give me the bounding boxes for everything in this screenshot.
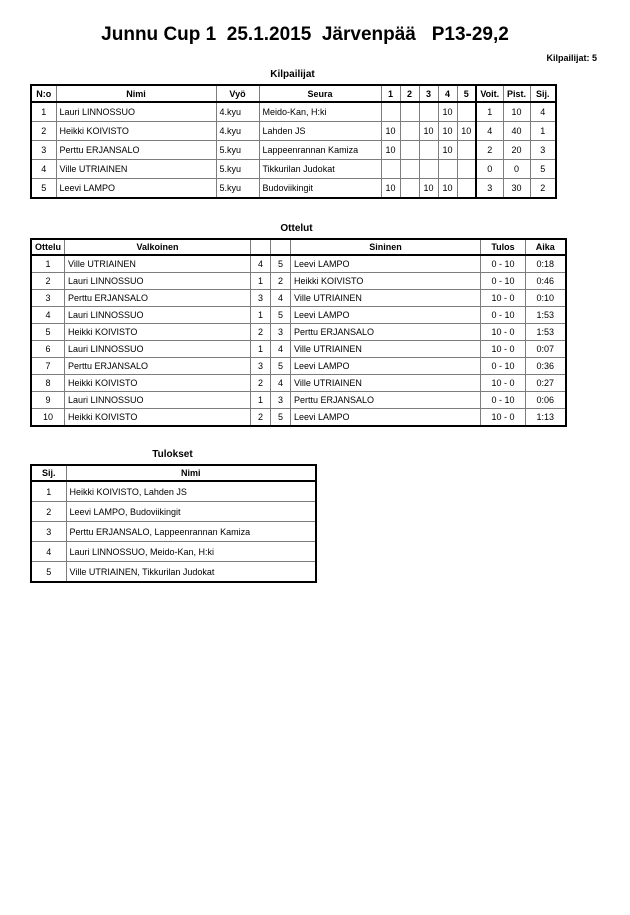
cell-valkoinen: Heikki KOIVISTO (65, 409, 251, 427)
table-row (31, 160, 556, 179)
cell-vyo: 4.kyu (216, 122, 259, 141)
competitors-count: Kilpailijat: 5 (546, 53, 597, 63)
cell-aika: 0:10 (526, 290, 566, 307)
cell-sininen: Ville UTRIAINEN (291, 341, 481, 358)
cell-aika: 0:27 (526, 375, 566, 392)
table-row (31, 375, 566, 392)
table-row (31, 122, 556, 141)
col-header-no: N:o (31, 85, 56, 102)
cell-nimi: Leevi LAMPO (56, 179, 216, 199)
cell-nimi: Ville UTRIAINEN, Tikkurilan Judokat (66, 562, 316, 583)
cell-sininen: Leevi LAMPO (291, 255, 481, 273)
col-header-vyo: Vyö (216, 85, 259, 102)
cell-vnum: 2 (251, 375, 271, 392)
col-header-valkoinen: Valkoinen (65, 239, 251, 255)
cell-sij: 1 (31, 481, 66, 502)
cell-pist: 30 (503, 179, 530, 199)
cell-results-3: 10 (438, 102, 457, 122)
col-header-snum (271, 239, 291, 255)
cell-results-2 (419, 141, 438, 160)
cell-tulos: 10 - 0 (481, 324, 526, 341)
cell-aika: 1:13 (526, 409, 566, 427)
cell-sininen: Perttu ERJANSALO (291, 392, 481, 409)
cell-seura: Lahden JS (259, 122, 381, 141)
table-row (31, 522, 316, 542)
cell-no: 3 (31, 141, 56, 160)
cell-no: 4 (31, 307, 65, 324)
cell-valkoinen: Ville UTRIAINEN (65, 255, 251, 273)
cell-tulos: 0 - 10 (481, 307, 526, 324)
cell-vnum: 2 (251, 409, 271, 427)
cell-valkoinen: Heikki KOIVISTO (65, 375, 251, 392)
cell-results-0: 10 (381, 179, 400, 199)
table-row (31, 273, 566, 290)
cell-results-1 (400, 141, 419, 160)
cell-aika: 0:36 (526, 358, 566, 375)
cell-sij: 2 (31, 502, 66, 522)
cell-snum: 2 (271, 273, 291, 290)
cell-tulos: 0 - 10 (481, 273, 526, 290)
cell-no: 1 (31, 255, 65, 273)
cell-vnum: 3 (251, 358, 271, 375)
cell-pist: 0 (503, 160, 530, 179)
table-row (31, 358, 566, 375)
cell-results-3: 10 (438, 179, 457, 199)
cell-no: 10 (31, 409, 65, 427)
cell-snum: 5 (271, 255, 291, 273)
cell-vnum: 1 (251, 341, 271, 358)
cell-nimi: Lauri LINNOSSUO (56, 102, 216, 122)
cell-valkoinen: Perttu ERJANSALO (65, 358, 251, 375)
cell-no: 4 (31, 160, 56, 179)
cell-valkoinen: Lauri LINNOSSUO (65, 273, 251, 290)
cell-snum: 5 (271, 409, 291, 427)
col-header-sij: Sij. (31, 465, 66, 481)
cell-voit: 0 (476, 160, 503, 179)
cell-tulos: 10 - 0 (481, 341, 526, 358)
cell-results-2: 10 (419, 122, 438, 141)
cell-sininen: Heikki KOIVISTO (291, 273, 481, 290)
cell-tulos: 0 - 10 (481, 358, 526, 375)
cell-vnum: 4 (251, 255, 271, 273)
cell-aika: 1:53 (526, 324, 566, 341)
cell-voit: 2 (476, 141, 503, 160)
col-header-nimi: Nimi (56, 85, 216, 102)
col-header-5: 5 (457, 85, 476, 102)
cell-sij: 3 (530, 141, 556, 160)
cell-valkoinen: Lauri LINNOSSUO (65, 307, 251, 324)
col-header-ottelu: Ottelu (31, 239, 65, 255)
cell-sij: 4 (530, 102, 556, 122)
cell-results-0 (381, 160, 400, 179)
cell-aika: 0:06 (526, 392, 566, 409)
table-row (31, 392, 566, 409)
table-row (31, 102, 556, 122)
cell-sininen: Ville UTRIAINEN (291, 375, 481, 392)
cell-no: 2 (31, 122, 56, 141)
table-row (31, 562, 316, 583)
cell-aika: 1:53 (526, 307, 566, 324)
results-page (0, 24, 630, 583)
kilpailijat-table (30, 84, 557, 199)
cell-results-1 (400, 160, 419, 179)
cell-vnum: 2 (251, 324, 271, 341)
cell-vyo: 5.kyu (216, 179, 259, 199)
cell-sij: 5 (31, 562, 66, 583)
cell-aika: 0:46 (526, 273, 566, 290)
tulokset-table-body (31, 481, 316, 582)
cell-tulos: 0 - 10 (481, 392, 526, 409)
cell-results-2: 10 (419, 179, 438, 199)
cell-valkoinen: Lauri LINNOSSUO (65, 341, 251, 358)
ottelut-table-body (31, 255, 566, 426)
cell-sij: 2 (530, 179, 556, 199)
cell-snum: 3 (271, 392, 291, 409)
cell-results-1 (400, 122, 419, 141)
table-row (31, 255, 566, 273)
cell-results-0 (381, 102, 400, 122)
cell-results-0: 10 (381, 141, 400, 160)
cell-seura: Meido-Kan, H:ki (259, 102, 381, 122)
tulokset-table (30, 464, 317, 583)
cell-results-4 (457, 102, 476, 122)
cell-vyo: 4.kyu (216, 102, 259, 122)
cell-pist: 10 (503, 102, 530, 122)
cell-results-3: 10 (438, 122, 457, 141)
cell-pist: 20 (503, 141, 530, 160)
table-row (31, 307, 566, 324)
cell-results-2 (419, 160, 438, 179)
cell-snum: 4 (271, 290, 291, 307)
col-header-1: 1 (381, 85, 400, 102)
cell-results-4 (457, 179, 476, 199)
col-header-voit: Voit. (476, 85, 503, 102)
kilpailijat-header-row (31, 85, 556, 102)
cell-results-0: 10 (381, 122, 400, 141)
col-header-3: 3 (419, 85, 438, 102)
cell-vyo: 5.kyu (216, 141, 259, 160)
table-row (31, 179, 556, 199)
cell-results-2 (419, 102, 438, 122)
cell-sininen: Perttu ERJANSALO (291, 324, 481, 341)
cell-vnum: 3 (251, 290, 271, 307)
ottelut-header-row (31, 239, 566, 255)
cell-no: 6 (31, 341, 65, 358)
cell-results-4 (457, 160, 476, 179)
cell-valkoinen: Perttu ERJANSALO (65, 290, 251, 307)
cell-results-3 (438, 160, 457, 179)
cell-aika: 0:18 (526, 255, 566, 273)
cell-tulos: 10 - 0 (481, 375, 526, 392)
kilpailijat-table-body (31, 102, 556, 198)
page-title: Junnu Cup 1 25.1.2015 Järvenpää P13-29,2 (101, 24, 509, 45)
cell-sij: 4 (31, 542, 66, 562)
cell-vnum: 1 (251, 392, 271, 409)
cell-pist: 40 (503, 122, 530, 141)
table-row (31, 324, 566, 341)
table-row (31, 481, 316, 502)
cell-valkoinen: Lauri LINNOSSUO (65, 392, 251, 409)
cell-sij: 1 (530, 122, 556, 141)
cell-seura: Budoviikingit (259, 179, 381, 199)
cell-snum: 4 (271, 375, 291, 392)
cell-no: 9 (31, 392, 65, 409)
cell-voit: 3 (476, 179, 503, 199)
cell-nimi: Heikki KOIVISTO (56, 122, 216, 141)
cell-sininen: Leevi LAMPO (291, 409, 481, 427)
col-header-aika: Aika (526, 239, 566, 255)
col-header-nimi: Nimi (66, 465, 316, 481)
cell-no: 1 (31, 102, 56, 122)
cell-snum: 3 (271, 324, 291, 341)
cell-seura: Lappeenrannan Kamiza (259, 141, 381, 160)
cell-results-4: 10 (457, 122, 476, 141)
table-row (31, 141, 556, 160)
table-row (31, 341, 566, 358)
cell-sij: 3 (31, 522, 66, 542)
cell-results-4 (457, 141, 476, 160)
cell-aika: 0:07 (526, 341, 566, 358)
cell-tulos: 10 - 0 (481, 409, 526, 427)
section-title-ottelut: Ottelut (280, 223, 313, 234)
cell-snum: 4 (271, 341, 291, 358)
cell-sij: 5 (530, 160, 556, 179)
col-header-pist: Pist. (503, 85, 530, 102)
cell-sininen: Leevi LAMPO (291, 307, 481, 324)
cell-vnum: 1 (251, 273, 271, 290)
table-row (31, 542, 316, 562)
cell-vnum: 1 (251, 307, 271, 324)
col-header-seura: Seura (259, 85, 381, 102)
cell-nimi: Leevi LAMPO, Budoviikingit (66, 502, 316, 522)
cell-voit: 4 (476, 122, 503, 141)
col-header-sininen: Sininen (291, 239, 481, 255)
cell-no: 7 (31, 358, 65, 375)
ottelut-table (30, 238, 567, 427)
cell-voit: 1 (476, 102, 503, 122)
cell-no: 5 (31, 324, 65, 341)
cell-tulos: 10 - 0 (481, 290, 526, 307)
col-header-sij: Sij. (530, 85, 556, 102)
cell-no: 3 (31, 290, 65, 307)
cell-nimi: Lauri LINNOSSUO, Meido-Kan, H:ki (66, 542, 316, 562)
col-header-2: 2 (400, 85, 419, 102)
cell-tulos: 0 - 10 (481, 255, 526, 273)
cell-sininen: Ville UTRIAINEN (291, 290, 481, 307)
cell-snum: 5 (271, 358, 291, 375)
section-title-kilpailijat: Kilpailijat (270, 69, 315, 80)
table-row (31, 290, 566, 307)
cell-nimi: Ville UTRIAINEN (56, 160, 216, 179)
cell-valkoinen: Heikki KOIVISTO (65, 324, 251, 341)
cell-vyo: 5.kyu (216, 160, 259, 179)
col-header-vnum (251, 239, 271, 255)
cell-seura: Tikkurilan Judokat (259, 160, 381, 179)
cell-nimi: Perttu ERJANSALO (56, 141, 216, 160)
cell-results-3: 10 (438, 141, 457, 160)
cell-no: 5 (31, 179, 56, 199)
col-header-tulos: Tulos (481, 239, 526, 255)
table-row (31, 409, 566, 427)
section-title-tulokset: Tulokset (152, 449, 193, 460)
table-row (31, 502, 316, 522)
cell-results-1 (400, 179, 419, 199)
tulokset-header-row (31, 465, 316, 481)
cell-nimi: Heikki KOIVISTO, Lahden JS (66, 481, 316, 502)
cell-sininen: Leevi LAMPO (291, 358, 481, 375)
col-header-4: 4 (438, 85, 457, 102)
cell-no: 2 (31, 273, 65, 290)
cell-snum: 5 (271, 307, 291, 324)
cell-nimi: Perttu ERJANSALO, Lappeenrannan Kamiza (66, 522, 316, 542)
cell-no: 8 (31, 375, 65, 392)
cell-results-1 (400, 102, 419, 122)
